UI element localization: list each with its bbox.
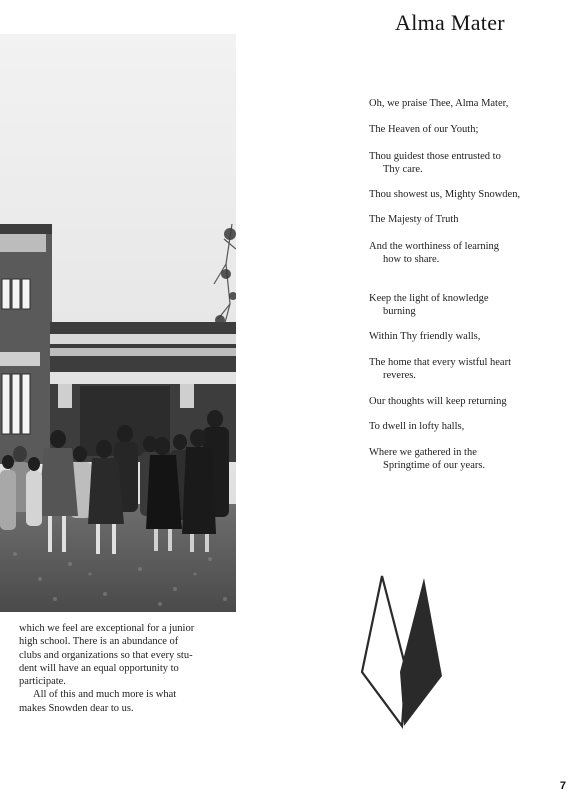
caption-line: All of this and much more is what (33, 689, 177, 701)
poem-line (369, 330, 480, 343)
poem-line-continuation: reveres. (383, 370, 416, 381)
poem-line-text: Our thoughts will keep returning (369, 396, 507, 407)
poem-line-text: The Majesty of Truth (369, 214, 459, 225)
caption-line: makes Snowden dear to us. (19, 702, 134, 714)
poem-line-text: And the worthiness of learning (369, 241, 500, 252)
filled-diamond-shape (400, 578, 442, 726)
poem-line (369, 446, 485, 472)
poem-line (369, 292, 489, 318)
poem-line (369, 123, 478, 136)
poem-line-text: Oh, we praise Thee, Alma Mater, (369, 98, 509, 109)
poem-line-continuation: burning (383, 306, 416, 317)
school-photo (0, 34, 236, 612)
caption-text (19, 622, 229, 715)
poem-line (369, 356, 511, 382)
poem-line-text: Where we gathered in the (369, 447, 477, 458)
caption-line: dent will have an equal opportunity to (19, 662, 179, 674)
poem-line-text: The home that every wistful heart (369, 357, 511, 368)
poem-line-text: Within Thy friendly walls, (369, 331, 481, 342)
caption-line: participate. (19, 676, 66, 688)
poem-line-text: To dwell in lofty halls, (369, 421, 465, 432)
poem-line (369, 395, 507, 408)
poem-line (369, 188, 520, 201)
poem-line-text: Keep the light of knowledge (369, 293, 489, 304)
outline-diamond-shape (362, 576, 406, 726)
poem-line (369, 213, 459, 226)
poem-line-text: The Heaven of our Youth; (369, 124, 479, 135)
twin-diamond-emblem (360, 574, 444, 730)
poem-line-continuation: how to share. (383, 254, 440, 265)
page-title: Alma Mater (395, 10, 505, 35)
poem-line (369, 97, 508, 110)
poem-line (369, 150, 501, 176)
poem-line-text: Thou showest us, Mighty Snowden, (369, 189, 521, 200)
caption-line: high school. There is an abundance of (19, 636, 179, 648)
poem-line (369, 240, 499, 266)
poem-line-continuation: Springtime of our years. (383, 460, 486, 471)
poem-line-continuation: Thy care. (383, 164, 423, 175)
caption-line: which we feel are exceptional for a junior (19, 623, 195, 634)
poem-line-text: Thou guidest those entrusted to (369, 151, 501, 162)
poem-line (369, 420, 464, 433)
page-number: 7 (559, 780, 566, 792)
caption-line: clubs and organizations so that every stu- (19, 649, 193, 661)
